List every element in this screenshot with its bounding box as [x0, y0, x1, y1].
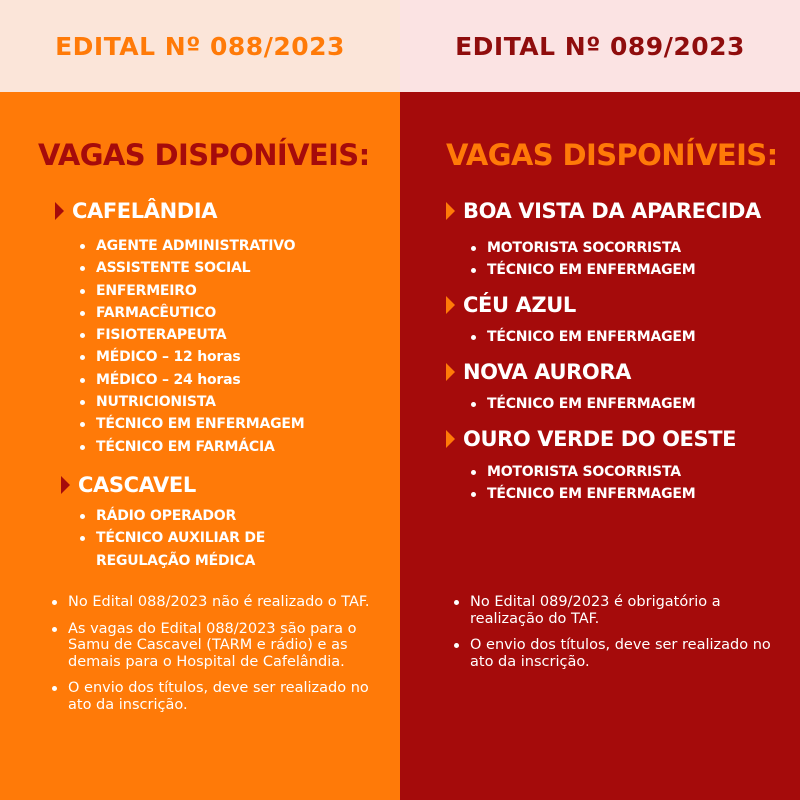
edital-089-panel	[400, 0, 800, 800]
city-heading-cafelandia	[55, 199, 217, 223]
city-heading-ceu-azul	[446, 293, 576, 317]
list-item: TÉCNICO EM ENFERMAGEM	[469, 326, 695, 348]
job-list-nova-aurora	[469, 393, 695, 415]
chevron-right-icon	[446, 296, 455, 314]
job-list-ceu-azul	[469, 326, 695, 348]
notes-088	[50, 594, 370, 723]
list-item: TÉCNICO EM ENFERMAGEM	[78, 413, 304, 435]
city-name: OURO VERDE DO OESTE	[463, 427, 737, 451]
city-name: NOVA AURORA	[463, 360, 631, 384]
job-list-ouro-verde	[469, 461, 695, 506]
note-item: O envio dos títulos, deve ser realizado no ato da inscrição.	[50, 680, 370, 713]
edital-089-title: EDITAL Nº 089/2023	[455, 31, 745, 61]
list-item: FARMACÊUTICO	[78, 302, 304, 324]
list-item: MÉDICO – 24 horas	[78, 369, 304, 391]
city-heading-nova-aurora	[446, 360, 631, 384]
chevron-right-icon	[446, 430, 455, 448]
job-list-cafelandia	[78, 235, 304, 458]
city-name: CASCAVEL	[78, 473, 196, 497]
list-item: TÉCNICO AUXILIAR DE REGULAÇÃO MÉDICA	[78, 527, 348, 572]
edital-089-header	[400, 0, 800, 92]
list-item: MOTORISTA SOCORRISTA	[469, 461, 695, 483]
chevron-right-icon	[61, 476, 70, 494]
vagas-heading: VAGAS DISPONÍVEIS:	[446, 138, 778, 172]
city-heading-boa-vista	[446, 199, 761, 223]
city-heading-ouro-verde	[446, 427, 736, 451]
list-item: TÉCNICO EM ENFERMAGEM	[469, 393, 695, 415]
job-list-cascavel	[78, 505, 348, 572]
list-item: RÁDIO OPERADOR	[78, 505, 348, 527]
chevron-right-icon	[446, 202, 455, 220]
list-item: ASSISTENTE SOCIAL	[78, 257, 304, 279]
city-name: CÉU AZUL	[463, 293, 576, 317]
list-item: MOTORISTA SOCORRISTA	[469, 237, 695, 259]
list-item: NUTRICIONISTA	[78, 391, 304, 413]
job-list-boa-vista	[469, 237, 695, 282]
note-item: No Edital 089/2023 é obrigatório a realização do TAF.	[452, 594, 772, 627]
city-name: BOA VISTA DA APARECIDA	[463, 199, 761, 223]
list-item: TÉCNICO EM ENFERMAGEM	[469, 259, 695, 281]
vagas-heading: VAGAS DISPONÍVEIS:	[38, 138, 370, 172]
edital-088-header	[0, 0, 400, 92]
list-item: TÉCNICO EM ENFERMAGEM	[469, 483, 695, 505]
list-item: MÉDICO – 12 horas	[78, 346, 304, 368]
list-item: AGENTE ADMINISTRATIVO	[78, 235, 304, 257]
note-item: O envio dos títulos, deve ser realizado no ato da inscrição.	[452, 637, 772, 670]
note-item: As vagas do Edital 088/2023 são para o Samu de Cascavel (TARM e rádio) e as demais para o Hospital de Cafelândia.	[50, 621, 370, 671]
notes-089	[452, 594, 772, 680]
list-item: FISIOTERAPEUTA	[78, 324, 304, 346]
city-heading-cascavel	[61, 473, 196, 497]
list-item: ENFERMEIRO	[78, 280, 304, 302]
chevron-right-icon	[55, 202, 64, 220]
chevron-right-icon	[446, 363, 455, 381]
note-item: No Edital 088/2023 não é realizado o TAF.	[50, 594, 370, 611]
list-item: TÉCNICO EM FARMÁCIA	[78, 436, 304, 458]
edital-088-title: EDITAL Nº 088/2023	[55, 31, 345, 61]
city-name: CAFELÂNDIA	[72, 199, 218, 223]
